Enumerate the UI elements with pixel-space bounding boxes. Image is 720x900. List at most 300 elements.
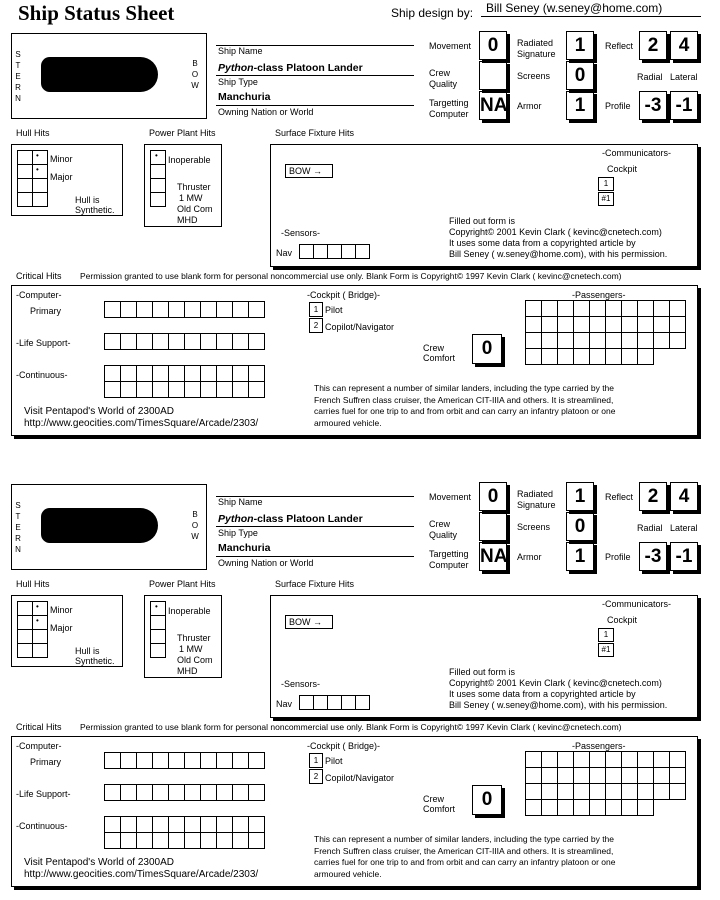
continuous-grid-box[interactable] bbox=[217, 382, 233, 398]
hull-hit-grid-box[interactable] bbox=[18, 630, 33, 644]
passengers-grid-box[interactable] bbox=[558, 317, 574, 333]
radiated-value[interactable]: 1 bbox=[566, 482, 594, 511]
bow-letter: O bbox=[191, 70, 199, 79]
passengers-grid-last-box[interactable] bbox=[638, 349, 654, 365]
hull-hit-grid-box[interactable] bbox=[18, 179, 33, 193]
passengers-grid-box[interactable] bbox=[542, 784, 558, 800]
passengers-grid-box[interactable] bbox=[622, 317, 638, 333]
life-support-grid-box[interactable] bbox=[121, 334, 137, 350]
nav-sensor-grid-box[interactable] bbox=[328, 696, 342, 710]
movement-label: Movement bbox=[429, 492, 472, 502]
targetting-label: Computer bbox=[429, 109, 469, 119]
passengers-grid-box[interactable] bbox=[606, 768, 622, 784]
nav-sensor-grid bbox=[299, 244, 370, 259]
hull-hit-grid-box[interactable] bbox=[18, 151, 33, 165]
continuous-grid-box[interactable] bbox=[185, 382, 201, 398]
nav-sensor-grid-box[interactable] bbox=[328, 245, 342, 259]
passengers-grid-last-box[interactable] bbox=[622, 800, 638, 816]
continuous-grid-box[interactable] bbox=[185, 366, 201, 382]
computer-primary-grid-box[interactable] bbox=[185, 753, 201, 769]
profile-label: Profile bbox=[605, 101, 631, 111]
bow-letter: W bbox=[191, 532, 199, 541]
crew-quality-value[interactable] bbox=[479, 512, 507, 541]
description-line: French Suffren class cruiser, the American CIT-IIIA and others. It is streamlined, bbox=[314, 845, 614, 856]
nav-label: Nav bbox=[276, 248, 293, 258]
passengers-grid-box[interactable] bbox=[638, 317, 654, 333]
screens-label: Screens bbox=[517, 71, 551, 81]
passengers-grid-box[interactable] bbox=[574, 784, 590, 800]
passengers-grid-box[interactable] bbox=[574, 768, 590, 784]
stern-letter: R bbox=[15, 534, 21, 543]
passengers-grid-box[interactable] bbox=[670, 333, 686, 349]
ship-silhouette bbox=[41, 57, 158, 92]
reflect-label: Reflect bbox=[605, 41, 634, 51]
continuous-grid-box[interactable] bbox=[201, 382, 217, 398]
life-support-grid-box[interactable] bbox=[153, 785, 169, 801]
power-hit-grid-box[interactable] bbox=[151, 193, 166, 207]
life-support-grid-box[interactable] bbox=[185, 785, 201, 801]
computer-primary-grid-box[interactable] bbox=[185, 302, 201, 318]
passengers-grid-box[interactable] bbox=[574, 752, 590, 768]
stern-letter: N bbox=[15, 545, 21, 554]
computer-primary-grid-box[interactable] bbox=[169, 753, 185, 769]
computer-label: -Computer- bbox=[16, 290, 62, 300]
nav-sensor-grid-box[interactable] bbox=[356, 245, 370, 259]
life-support-grid-box[interactable] bbox=[217, 334, 233, 350]
life-support-grid-box[interactable] bbox=[105, 785, 121, 801]
sensors-label: -Sensors- bbox=[281, 679, 321, 689]
credit-line: Copyright© 2001 Kevin Clark ( kevinc@cnetech.com) bbox=[449, 678, 662, 688]
nav-sensor-grid-box[interactable] bbox=[342, 245, 356, 259]
credit-line: Copyright© 2001 Kevin Clark ( kevinc@cnetech.com) bbox=[449, 227, 662, 237]
designer-value: Bill Seney (w.seney@home.com) bbox=[486, 1, 663, 15]
passengers-grid-box[interactable] bbox=[670, 784, 686, 800]
continuous-grid-box[interactable] bbox=[153, 382, 169, 398]
profile-lateral-value[interactable]: -1 bbox=[670, 91, 698, 120]
passengers-grid-last-box[interactable] bbox=[542, 800, 558, 816]
continuous-grid-box[interactable] bbox=[121, 366, 137, 382]
nav-sensor-grid-box[interactable] bbox=[314, 696, 328, 710]
computer-primary-grid-box[interactable] bbox=[217, 753, 233, 769]
screens-value[interactable]: 0 bbox=[566, 512, 594, 541]
passengers-grid-last-box[interactable] bbox=[574, 800, 590, 816]
continuous-grid-box[interactable] bbox=[201, 366, 217, 382]
passengers-grid-box[interactable] bbox=[574, 333, 590, 349]
continuous-grid-box[interactable] bbox=[153, 833, 169, 849]
nav-sensor-grid-box[interactable] bbox=[300, 696, 314, 710]
crew-comfort-value[interactable]: 0 bbox=[472, 785, 502, 815]
nation-label: Owning Nation or World bbox=[218, 558, 314, 568]
continuous-grid-box[interactable] bbox=[249, 817, 265, 833]
hull-hit-grid-box[interactable] bbox=[18, 644, 33, 658]
computer-primary-grid-box[interactable] bbox=[105, 753, 121, 769]
passengers-grid-box[interactable] bbox=[606, 784, 622, 800]
reflect-lateral-value[interactable]: 4 bbox=[670, 482, 698, 511]
ship-type-line bbox=[216, 526, 414, 527]
continuous-grid-box[interactable] bbox=[137, 366, 153, 382]
stern-letter: N bbox=[15, 94, 21, 103]
passengers-grid-box[interactable] bbox=[526, 784, 542, 800]
continuous-grid-box[interactable] bbox=[249, 382, 265, 398]
armor-label: Armor bbox=[517, 552, 542, 562]
passengers-grid-last-box[interactable] bbox=[526, 349, 542, 365]
passengers-grid-last-box[interactable] bbox=[558, 349, 574, 365]
hull-major-label: Major bbox=[50, 172, 73, 182]
continuous-grid-box[interactable] bbox=[185, 817, 201, 833]
passengers-grid-box[interactable] bbox=[542, 752, 558, 768]
credit-line: It uses some data from a copyrighted article by bbox=[449, 238, 636, 248]
life-support-label: -Life Support- bbox=[16, 338, 71, 348]
continuous-grid-box[interactable] bbox=[249, 366, 265, 382]
computer-primary-grid-box[interactable] bbox=[249, 753, 265, 769]
continuous-grid-box[interactable] bbox=[121, 382, 137, 398]
stern-letter: E bbox=[15, 72, 21, 81]
nav-sensor-grid bbox=[299, 695, 370, 710]
power-oldcom-label: Old Com bbox=[177, 655, 213, 665]
permission-text: Permission granted to use blank form for personal noncommercial use only. Blank Form is Copyright© 1997 Kevin Clark ( kevinc@cnetech.com) bbox=[80, 722, 622, 732]
passengers-grid-box[interactable] bbox=[670, 752, 686, 768]
passengers-grid-box[interactable] bbox=[558, 333, 574, 349]
passengers-grid-box[interactable] bbox=[638, 768, 654, 784]
copilot-label: Copilot/Navigator bbox=[325, 773, 395, 783]
computer-primary-grid-box[interactable] bbox=[105, 302, 121, 318]
passengers-grid-last-box[interactable] bbox=[590, 800, 606, 816]
passengers-grid-box[interactable] bbox=[622, 301, 638, 317]
passengers-grid-box[interactable] bbox=[590, 752, 606, 768]
power-hit-grid-box[interactable] bbox=[151, 630, 166, 644]
passengers-grid-box[interactable] bbox=[638, 784, 654, 800]
designer-label: Ship design by: bbox=[391, 6, 474, 20]
passengers-grid-box[interactable] bbox=[606, 317, 622, 333]
life-support-grid-box[interactable] bbox=[185, 334, 201, 350]
passengers-grid-box[interactable] bbox=[526, 333, 542, 349]
page-title: Ship Status Sheet bbox=[18, 1, 175, 25]
computer-primary-grid-box[interactable] bbox=[137, 302, 153, 318]
ship-type-line bbox=[216, 75, 414, 76]
continuous-grid-box[interactable] bbox=[185, 833, 201, 849]
hull-hit-grid-box[interactable] bbox=[18, 165, 33, 179]
life-support-grid-box[interactable] bbox=[153, 334, 169, 350]
passengers-grid-last-box[interactable] bbox=[590, 349, 606, 365]
hull-hit-grid bbox=[17, 601, 48, 658]
nav-sensor-grid-box[interactable] bbox=[356, 696, 370, 710]
power-hit-grid-box[interactable] bbox=[151, 616, 166, 630]
continuous-grid-box[interactable] bbox=[233, 833, 249, 849]
cockpit-label: Cockpit bbox=[607, 615, 638, 625]
power-hit-grid-box[interactable] bbox=[151, 179, 166, 193]
hull-hit-grid-box[interactable] bbox=[33, 193, 48, 207]
reflect-radial-value[interactable]: 2 bbox=[639, 31, 667, 60]
comm-1[interactable]: 1 bbox=[598, 628, 614, 642]
continuous-grid-box[interactable] bbox=[153, 817, 169, 833]
passengers-grid-box[interactable] bbox=[622, 784, 638, 800]
pilot-label: Pilot bbox=[325, 305, 343, 315]
passengers-grid-box[interactable] bbox=[526, 752, 542, 768]
passengers-grid-box[interactable] bbox=[606, 333, 622, 349]
hull-hit-grid bbox=[17, 150, 48, 207]
movement-value[interactable]: 0 bbox=[479, 31, 507, 60]
continuous-grid-box[interactable] bbox=[201, 817, 217, 833]
continuous-grid-box[interactable] bbox=[169, 833, 185, 849]
computer-primary-grid-box[interactable] bbox=[233, 753, 249, 769]
continuous-grid-box[interactable] bbox=[137, 382, 153, 398]
continuous-grid-box[interactable] bbox=[233, 366, 249, 382]
bow-letter: B bbox=[192, 59, 198, 68]
computer-primary-grid-box[interactable] bbox=[137, 753, 153, 769]
passengers-grid-box[interactable] bbox=[654, 784, 670, 800]
targetting-value[interactable]: NA bbox=[479, 91, 507, 120]
power-thruster-label: Thruster bbox=[177, 633, 211, 643]
computer-primary-grid bbox=[104, 752, 265, 769]
power-inoperable-mark: • bbox=[155, 151, 158, 160]
passengers-grid-last-box[interactable] bbox=[622, 349, 638, 365]
continuous-grid-box[interactable] bbox=[249, 833, 265, 849]
power-inoperable-label: Inoperable bbox=[168, 155, 211, 165]
passengers-grid-box[interactable] bbox=[654, 768, 670, 784]
surface-label: Surface Fixture Hits bbox=[275, 128, 355, 138]
description-line: French Suffren class cruiser, the American CIT-IIIA and others. It is streamlined, bbox=[314, 394, 614, 405]
hull-note: Hull is bbox=[75, 646, 100, 656]
crew-comfort-label: Crew bbox=[423, 794, 445, 804]
computer-primary-grid-box[interactable] bbox=[153, 302, 169, 318]
passengers-grid-box[interactable] bbox=[526, 317, 542, 333]
continuous-grid-box[interactable] bbox=[217, 366, 233, 382]
computer-primary-grid-box[interactable] bbox=[153, 753, 169, 769]
description-line: This can represent a number of similar landers, including the type carried by the bbox=[314, 834, 615, 844]
life-support-grid-box[interactable] bbox=[233, 785, 249, 801]
life-support-grid-box[interactable] bbox=[201, 334, 217, 350]
crew-quality-label: Crew bbox=[429, 519, 451, 529]
passengers-grid-box[interactable] bbox=[590, 333, 606, 349]
computer-primary-grid-box[interactable] bbox=[169, 302, 185, 318]
continuous-grid-box[interactable] bbox=[153, 366, 169, 382]
passengers-grid-box[interactable] bbox=[542, 333, 558, 349]
passengers-grid-box[interactable] bbox=[670, 317, 686, 333]
continuous-grid-box[interactable] bbox=[137, 833, 153, 849]
continuous-grid-box[interactable] bbox=[217, 817, 233, 833]
radiated-label: Signature bbox=[517, 500, 556, 510]
passengers-grid-box[interactable] bbox=[526, 768, 542, 784]
credit-line: Filled out form is bbox=[449, 667, 516, 677]
crew-quality-value[interactable] bbox=[479, 61, 507, 90]
cockpit-label: Cockpit bbox=[607, 164, 638, 174]
hull-minor-mark: • bbox=[36, 151, 39, 160]
power-inoperable-mark: • bbox=[155, 602, 158, 611]
hull-hit-grid-box[interactable] bbox=[33, 179, 48, 193]
passengers-grid-box[interactable] bbox=[574, 301, 590, 317]
passengers-grid-box[interactable] bbox=[622, 768, 638, 784]
profile-radial-value[interactable]: -3 bbox=[639, 542, 667, 571]
passengers-grid-last-box[interactable] bbox=[542, 349, 558, 365]
passengers-grid-box[interactable] bbox=[558, 301, 574, 317]
life-support-grid-box[interactable] bbox=[201, 785, 217, 801]
reflect-lateral-value[interactable]: 4 bbox=[670, 31, 698, 60]
life-support-grid-box[interactable] bbox=[249, 785, 265, 801]
comm-1[interactable]: 1 bbox=[598, 177, 614, 191]
targetting-label: Targetting bbox=[429, 549, 469, 559]
passengers-grid-box[interactable] bbox=[622, 333, 638, 349]
life-support-grid-box[interactable] bbox=[105, 334, 121, 350]
passengers-grid-box[interactable] bbox=[558, 768, 574, 784]
continuous-grid-box[interactable] bbox=[137, 817, 153, 833]
hull-hits-label: Hull Hits bbox=[16, 579, 50, 589]
computer-label: -Computer- bbox=[16, 741, 62, 751]
passengers-grid-last-box[interactable] bbox=[606, 349, 622, 365]
nav-sensor-grid-box[interactable] bbox=[342, 696, 356, 710]
passengers-label: -Passengers- bbox=[572, 741, 626, 751]
targetting-value[interactable]: NA bbox=[479, 542, 507, 571]
hull-minor-label: Minor bbox=[50, 154, 73, 164]
description-line: armoured vehicle. bbox=[314, 868, 382, 879]
continuous-grid-box[interactable] bbox=[105, 382, 121, 398]
stern-letter: S bbox=[15, 50, 21, 59]
passengers-grid-box[interactable] bbox=[590, 784, 606, 800]
passengers-grid-box[interactable] bbox=[654, 301, 670, 317]
passengers-grid-box[interactable] bbox=[654, 752, 670, 768]
continuous-grid-box[interactable] bbox=[105, 833, 121, 849]
power-hit-grid-box[interactable] bbox=[151, 644, 166, 658]
hull-major-mark: • bbox=[36, 165, 39, 174]
passengers-grid-box[interactable] bbox=[622, 752, 638, 768]
movement-label: Movement bbox=[429, 41, 472, 51]
critical-hits-label: Critical Hits bbox=[16, 271, 62, 281]
hull-hit-grid-box[interactable] bbox=[18, 602, 33, 616]
continuous-grid-box[interactable] bbox=[233, 817, 249, 833]
primary-label: Primary bbox=[30, 757, 61, 767]
reflect-label: Reflect bbox=[605, 492, 634, 502]
passengers-grid-box[interactable] bbox=[638, 752, 654, 768]
passengers-grid-box[interactable] bbox=[670, 768, 686, 784]
copilot-num: 2 bbox=[309, 769, 323, 784]
crew-comfort-value[interactable]: 0 bbox=[472, 334, 502, 364]
continuous-grid-box[interactable] bbox=[169, 366, 185, 382]
movement-value[interactable]: 0 bbox=[479, 482, 507, 511]
passengers-grid-box[interactable] bbox=[670, 301, 686, 317]
passengers-grid-box[interactable] bbox=[526, 301, 542, 317]
life-support-grid-box[interactable] bbox=[233, 334, 249, 350]
life-support-grid-box[interactable] bbox=[137, 785, 153, 801]
computer-primary-grid-box[interactable] bbox=[249, 302, 265, 318]
passengers-grid-last-box[interactable] bbox=[526, 800, 542, 816]
continuous-grid-box[interactable] bbox=[121, 817, 137, 833]
continuous-grid-box[interactable] bbox=[169, 817, 185, 833]
ship-type-value: Python-class Platoon Lander bbox=[218, 62, 363, 74]
passengers-grid-last-box[interactable] bbox=[638, 800, 654, 816]
computer-primary-grid-box[interactable] bbox=[121, 302, 137, 318]
passengers-grid-box[interactable] bbox=[590, 301, 606, 317]
armor-value[interactable]: 1 bbox=[566, 542, 594, 571]
armor-label: Armor bbox=[517, 101, 542, 111]
life-support-grid-box[interactable] bbox=[169, 785, 185, 801]
continuous-grid-box[interactable] bbox=[105, 817, 121, 833]
passengers-grid-box[interactable] bbox=[654, 333, 670, 349]
passengers-grid-box[interactable] bbox=[606, 301, 622, 317]
passengers-grid-last-box[interactable] bbox=[558, 800, 574, 816]
computer-primary-grid-box[interactable] bbox=[201, 302, 217, 318]
passengers-grid-last-box[interactable] bbox=[606, 800, 622, 816]
passengers-grid-box[interactable] bbox=[542, 768, 558, 784]
ship-type-label: Ship Type bbox=[218, 528, 258, 538]
computer-primary-grid-box[interactable] bbox=[121, 753, 137, 769]
hull-hit-grid-box[interactable] bbox=[33, 630, 48, 644]
reflect-radial-value[interactable]: 2 bbox=[639, 482, 667, 511]
hull-hit-grid-box[interactable] bbox=[18, 616, 33, 630]
power-hit-grid-box[interactable] bbox=[151, 602, 166, 616]
continuous-grid-box[interactable] bbox=[105, 366, 121, 382]
profile-radial-value[interactable]: -3 bbox=[639, 91, 667, 120]
passengers-grid-box[interactable] bbox=[606, 752, 622, 768]
passengers-grid-box[interactable] bbox=[574, 317, 590, 333]
passengers-grid-last-box[interactable] bbox=[574, 349, 590, 365]
power-hit-grid bbox=[150, 150, 166, 207]
passengers-grid-box[interactable] bbox=[590, 768, 606, 784]
computer-primary-grid-box[interactable] bbox=[201, 753, 217, 769]
passengers-grid-box[interactable] bbox=[638, 301, 654, 317]
ship-name-label: Ship Name bbox=[218, 46, 263, 56]
armor-value[interactable]: 1 bbox=[566, 91, 594, 120]
comm-2[interactable]: #1 bbox=[598, 643, 614, 657]
continuous-grid-box[interactable] bbox=[121, 833, 137, 849]
hull-hit-grid-box[interactable] bbox=[18, 193, 33, 207]
radiated-label: Radiated bbox=[517, 38, 554, 48]
description-line: This can represent a number of similar landers, including the type carried by the bbox=[314, 383, 615, 393]
continuous-label: -Continuous- bbox=[16, 370, 68, 380]
life-support-grid-box[interactable] bbox=[121, 785, 137, 801]
critical-hits-label: Critical Hits bbox=[16, 722, 62, 732]
passengers-grid-box[interactable] bbox=[590, 317, 606, 333]
ship-silhouette bbox=[41, 508, 158, 543]
continuous-grid-box[interactable] bbox=[217, 833, 233, 849]
passengers-grid-box[interactable] bbox=[558, 752, 574, 768]
continuous-grid-box[interactable] bbox=[233, 382, 249, 398]
life-support-grid-box[interactable] bbox=[169, 334, 185, 350]
nation-line bbox=[216, 105, 414, 106]
passengers-grid-box[interactable] bbox=[638, 333, 654, 349]
radiated-value[interactable]: 1 bbox=[566, 31, 594, 60]
life-support-grid-box[interactable] bbox=[217, 785, 233, 801]
passengers-grid-box[interactable] bbox=[654, 317, 670, 333]
communicators-label: -Communicators- bbox=[602, 599, 672, 609]
comm-2[interactable]: #1 bbox=[598, 192, 614, 206]
computer-primary-grid-box[interactable] bbox=[233, 302, 249, 318]
nav-sensor-grid-box[interactable] bbox=[314, 245, 328, 259]
life-support-grid-box[interactable] bbox=[137, 334, 153, 350]
power-hit-grid-box[interactable] bbox=[151, 151, 166, 165]
nav-sensor-grid-box[interactable] bbox=[300, 245, 314, 259]
crew-quality-label: Quality bbox=[429, 530, 458, 540]
passengers-grid-box[interactable] bbox=[558, 784, 574, 800]
passengers-grid-last bbox=[525, 799, 654, 816]
power-hit-grid-box[interactable] bbox=[151, 165, 166, 179]
continuous-grid-box[interactable] bbox=[201, 833, 217, 849]
copilot-label: Copilot/Navigator bbox=[325, 322, 395, 332]
hull-hit-grid-box[interactable] bbox=[33, 644, 48, 658]
screens-value[interactable]: 0 bbox=[566, 61, 594, 90]
radial-label: Radial bbox=[637, 72, 663, 82]
passengers-grid-box[interactable] bbox=[542, 301, 558, 317]
credit-line: Bill Seney ( w.seney@home.com), with his permission. bbox=[449, 700, 668, 710]
visit-text: Visit Pentapod's World of 2300AD bbox=[24, 406, 174, 417]
visit-url: http://www.geocities.com/TimesSquare/Arcade/2303/ bbox=[24, 418, 259, 429]
power-mhd-label: MHD bbox=[177, 215, 198, 225]
computer-primary-grid-box[interactable] bbox=[217, 302, 233, 318]
credit-line: Filled out form is bbox=[449, 216, 516, 226]
profile-lateral-value[interactable]: -1 bbox=[670, 542, 698, 571]
life-support-grid-box[interactable] bbox=[249, 334, 265, 350]
continuous-grid-box[interactable] bbox=[169, 382, 185, 398]
passengers-grid-box[interactable] bbox=[542, 317, 558, 333]
credit-line: Bill Seney ( w.seney@home.com), with his permission. bbox=[449, 249, 668, 259]
